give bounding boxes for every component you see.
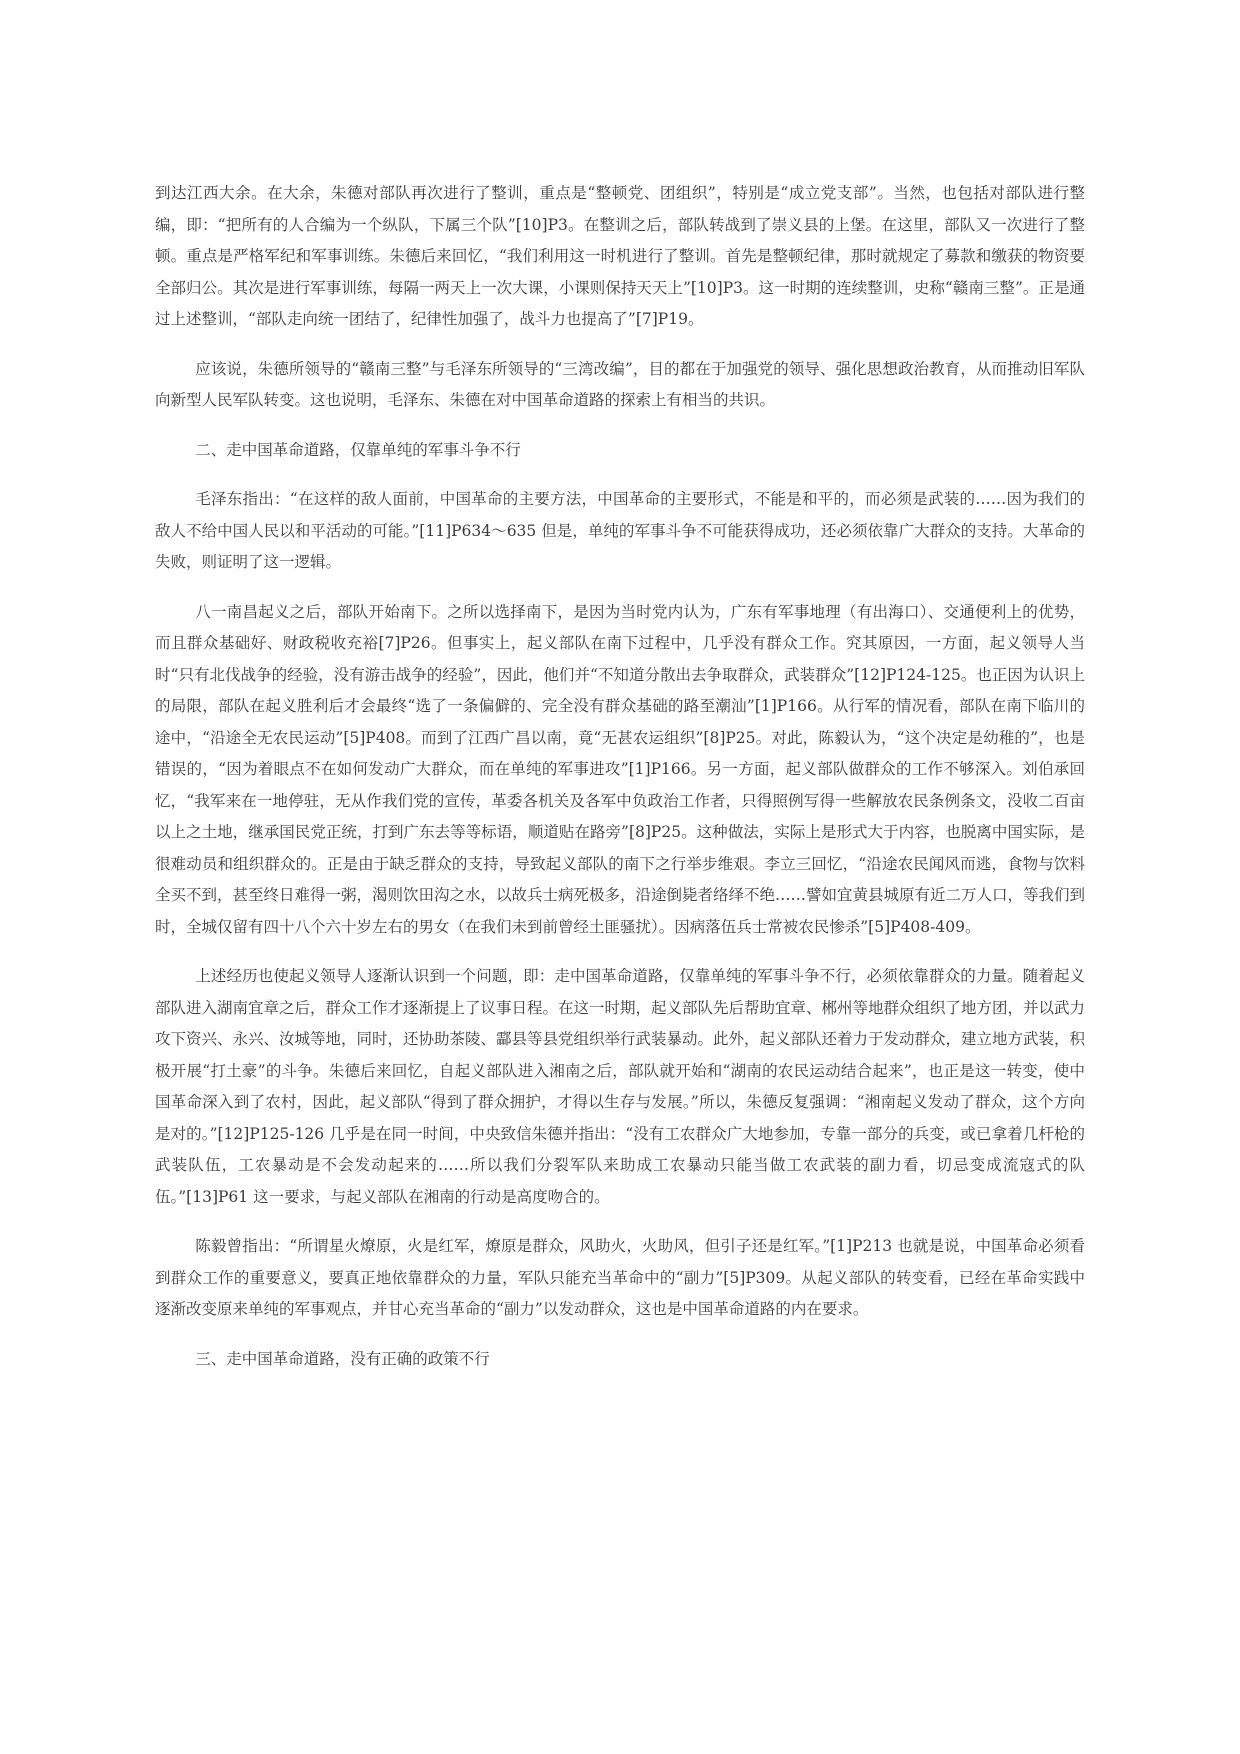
paragraph-5: 上述经历也使起义领导人逐渐认识到一个问题，即：走中国革命道路，仅靠单纯的军事斗争不行，必须依靠群众的力量。随着起义部队进入湖南宜章之后，群众工作才逐渐提上了议事日程。在这一时期，起义部队先后帮助宜章、郴州等地群众组织了地方团，并以武力攻下资兴、永兴、汝城等地，同时，还协助茶陵、酃县等县党组织举行武装暴动。此外，起义部队还着力于发动群众，建立地方武装，积极开展“打土豪”的斗争。朱德后来回忆，自起义部队进入湘南之后，部队就开始和“湖南的农民运动结合起来”，也正是这一转变，使中国革命深入到了农村，因此，起义部队“得到了群众拥护，才得以生存与发展。”所以，朱德反复强调：“湘南起义发动了群众，这个方向是对的。”[12]P125-126 几乎是在同一时间，中央致信朱德并指出：“没有工农群众广大地参加，专靠一部分的兵变，或已拿着几杆枪的武装队伍，工农暴动是不会发动起来的……所以我们分裂军队来助成工农暴动只能当做工农武装的副力看，切忌变成流寇式的队伍。”[13]P61 这一要求，与起义部队在湘南的行动是高度吻合的。 [155,967,1086,1206]
section-heading-2: 二、走中国革命道路，仅靠单纯的军事斗争不行 [195,440,521,459]
paragraph-1: 到达江西大余。在大余，朱德对部队再次进行了整训，重点是“整顿党、团组织”，特别是“成立党支部”。当然，也包括对部队进行整编，即：“把所有的人合编为一个纵队，下属三个队”[10]P3。在整训之后，部队转战到了崇义县的上堡。在这里，部队又一次进行了整顿。重点是严格军纪和军事训练。朱德后来回忆，“我们利用这一时机进行了整训。首先是整顿纪律，那时就规定了募款和缴获的物资要全部归公。其次是进行军事训练，每隔一两天上一次大课，小课则保持天天上”[10]P3。这一时期的连续整训，史称“赣南三整”。正是通过上述整训，“部队走向统一团结了，纪律性加强了，战斗力也提高了”[7]P19。 [155,184,1085,328]
paragraph-6: 陈毅曾指出：“所谓星火燎原，火是红军，燎原是群众，风助火，火助风，但引子还是红军。”[1]P213 也就是说，中国革命必须看到群众工作的重要意义，要真正地依靠群众的力量，军队只能充当革命中的“副力”[5]P309。从起义部队的转变看，已经在革命实践中逐渐改变原来单纯的军事观点，并甘心充当革命的“副力”以发动群众，这也是中国革命道路的内在要求。 [155,1237,1085,1318]
section-heading-3: 三、走中国革命道路，没有正确的政策不行 [195,1349,490,1368]
paragraph-4: 八一南昌起义之后，部队开始南下。之所以选择南下，是因为当时党内认为，广东有军事地理（有出海口）、交通便利上的优势，而且群众基础好、财政税收充裕[7]P26。但事实上，起义部队在南下过程中，几乎没有群众工作。究其原因，一方面，起义领导人当时“只有北伐战争的经验，没有游击战争的经验”，因此，他们并“不知道分散出去争取群众，武装群众”[12]P124-125。也正因为认识上的局限，部队在起义胜利后才会最终“选了一条偏僻的、完全没有群众基础的路至潮汕”[1]P166。从行军的情况看，部队在南下临川的途中，“沿途全无农民运动”[5]P408。而到了江西广昌以南，竟“无甚农运组织”[8]P25。对此，陈毅认为，“这个决定是幼稚的”，也是错误的，“因为着眼点不在如何发动广大群众，而在单纯的军事进攻”[1]P166。另一方面，起义部队做群众的工作不够深入。刘伯承回忆，“我军来在一地停驻，无从作我们党的宣传，革委各机关及各军中负政治工作者，只得照例写得一些解放农民条例条文，没收二百亩以上之土地，继承国民党正统，打到广东去等等标语，顺道贴在路旁”[8]P25。这种做法，实际上是形式大于内容，也脱离中国实际，是很难动员和组织群众的。正是由于缺乏群众的支持，导致起义部队的南下之行举步维艰。李立三回忆，“沿途农民闻风而逃，食物与饮料全买不到，甚至终日难得一粥，渴则饮田沟之水，以故兵士病死极多，沿途倒毙者络绎不绝……譬如宜黄县城原有近二万人口，等我们到时，全城仅留有四十八个六十岁左右的男女（在我们未到前曾经土匪骚扰）。因病落伍兵士常被农民惨杀”[5]P408-409。 [155,602,1086,936]
document-page [155,178,1085,1393]
paragraph-2: 应该说，朱德所领导的“赣南三整”与毛泽东所领导的“三湾改编”，目的都在于加强党的领导、强化思想政治教育，从而推动旧军队向新型人民军队转变。这也说明，毛泽东、朱德在对中国革命道路的探索上有相当的共识。 [155,359,1085,409]
paragraph-3: 毛泽东指出：“在这样的敌人面前，中国革命的主要方法，中国革命的主要形式，不能是和平的，而必须是武装的……因为我们的敌人不给中国人民以和平活动的可能。”[11]P634～635 但是，单纯的军事斗争不可能获得成功，还必须依靠广大群众的支持。大革命的失败，则证明了这一逻辑。 [155,490,1085,571]
